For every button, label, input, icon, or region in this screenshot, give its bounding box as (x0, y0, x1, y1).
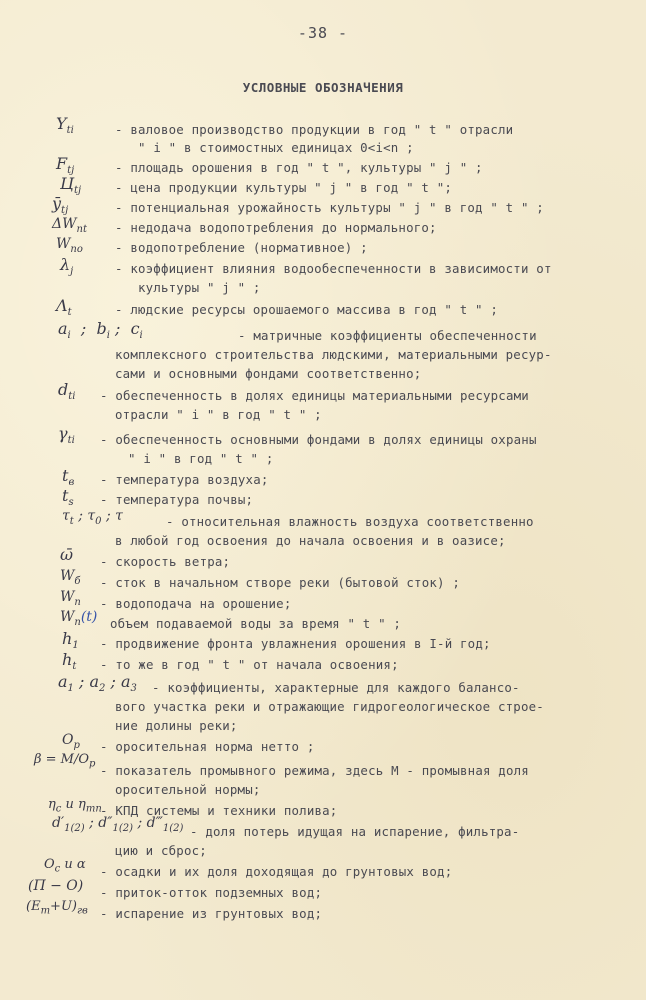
symbol: $F_{tj}$ (56, 154, 75, 177)
definition-line: " i " в год " t " ; (128, 451, 274, 466)
definition-line: - приток-отток подземных вод; (100, 885, 323, 900)
symbol: $\eta_c$ и $\eta_{mn}$ (48, 797, 102, 815)
symbol: $O_c$ и α (44, 857, 86, 875)
definition-line: - скорость ветра; (100, 554, 231, 569)
symbol: $\Lambda_t$ (56, 296, 72, 319)
page-number: -38 - (297, 24, 349, 42)
definition-line: - продвижение фронта увлажнения орошения в I-й год; (100, 636, 491, 651)
definition-line: комплексного строительства людскими, материальными ресур- (115, 347, 552, 362)
symbol: $h_t$ (62, 650, 77, 673)
symbol: $\Delta W_{nt}$ (52, 216, 87, 235)
definition-line: - испарение из грунтовых вод; (100, 906, 323, 921)
symbol: $d'_{1(2)}$ ; $d''_{1(2)}$ ; $d‴_{1(2)}$ (52, 815, 184, 834)
definition-line: цию и сброс; (115, 843, 207, 858)
symbol: $t_в$ (62, 466, 75, 489)
definition-line: - водоподача на орошение; (100, 596, 292, 611)
symbol: $W_б$ (60, 568, 81, 587)
definition-line: - сток в начальном створе реки (бытовой сток) ; (100, 575, 461, 590)
symbol: $t_s$ (62, 486, 74, 509)
symbol: $Y_{ti}$ (56, 114, 74, 137)
definition-line: ние долины реки; (115, 718, 238, 733)
definition-line: - КПД системы и техники полива; (100, 803, 338, 818)
definition-line: - людские ресурсы орошаемого массива в год " t " ; (115, 302, 498, 317)
symbol: $h_1$ (62, 629, 79, 652)
definition-line: в любой год освоения до начала освоения и в оазисе; (115, 533, 506, 548)
definition-line: - то же в год " t " от начала освоения; (100, 657, 399, 672)
definition-line: отрасли " i " в год " t " ; (115, 407, 322, 422)
definition-line: - показатель промывного режима, здесь М - промывная доля (100, 763, 529, 778)
symbol: $W_{no}$ (56, 236, 83, 255)
symbol: $ȳ_{tj}$ (52, 194, 69, 217)
definition-line: - валовое производство продукции в год " t " отрасли (115, 122, 514, 137)
definition-line: - относительная влажность воздуха соответственно (166, 514, 534, 529)
definition-line: сами и основными фондами соответственно; (115, 366, 422, 381)
definition-line: - коэффициенты, характерные для каждого балансо- (152, 680, 520, 695)
symbol: $Ц_{tj}$ (60, 174, 82, 197)
symbol: (П − О) (28, 878, 84, 894)
definition-line: - температура почвы; (100, 492, 254, 507)
symbol: $a_i$ ; $b_i$ ; $c_i$ (58, 319, 143, 342)
definition-line: - коэффициент влияния водообеспеченности в зависимости от (115, 261, 552, 276)
page-title: УСЛОВНЫЕ ОБОЗНАЧЕНИЯ (242, 80, 404, 95)
definition-line: культуры " j " ; (138, 280, 261, 295)
definition-line: вого участка реки и отражающие гидрогеологическое строе- (115, 699, 544, 714)
definition-line: - температура воздуха; (100, 472, 269, 487)
definition-line: - потенциальная урожайность культуры " j " в год " t " ; (115, 200, 544, 215)
definition-line: - оросительная норма нетто ; (100, 739, 315, 754)
symbol: $W_п$ (60, 589, 81, 608)
definition-line: - водопотребление (нормативное) ; (115, 240, 368, 255)
symbol: $O_p$ (62, 732, 80, 751)
symbol: $d_{ti}$ (58, 380, 76, 403)
symbol: $a_1$ ; $a_2$ ; $a_3$ (58, 672, 137, 695)
definition-line: объем подаваемой воды за время " t " ; (110, 616, 402, 631)
definition-line: - цена продукции культуры " j " в год " t "; (115, 180, 453, 195)
definition-line: - обеспеченность основными фондами в долях единицы охраны (100, 432, 537, 447)
definition-line: - доля потерь идущая на испарение, фильтра- (190, 824, 520, 839)
definition-line: " i " в стоимостных единицах 0<i<n ; (138, 140, 414, 155)
symbol: $\beta = M/O_p$ (34, 752, 96, 770)
definition-line: - обеспеченность в долях единицы материальными ресурсами (100, 388, 529, 403)
symbol: $W_п(t)$ (60, 609, 98, 628)
definition-line: - недодача водопотребления до нормального; (115, 220, 437, 235)
definition-line: оросительной нормы; (115, 782, 261, 797)
symbol: $\tau_t$ ; $\tau_0$ ; τ (62, 508, 123, 527)
symbol: $\gamma_{ti}$ (58, 424, 75, 447)
symbol: ω̄ (60, 545, 74, 564)
definition-line: - осадки и их доля доходящая до грунтовых вод; (100, 864, 453, 879)
definition-line: - матричные коэффициенты обеспеченности (238, 328, 537, 343)
symbol: $(E_m+U)_{гв}$ (26, 899, 88, 917)
definition-line: - площадь орошения в год " t ", культуры " j " ; (115, 160, 483, 175)
symbol: $\lambda_j$ (60, 255, 74, 278)
